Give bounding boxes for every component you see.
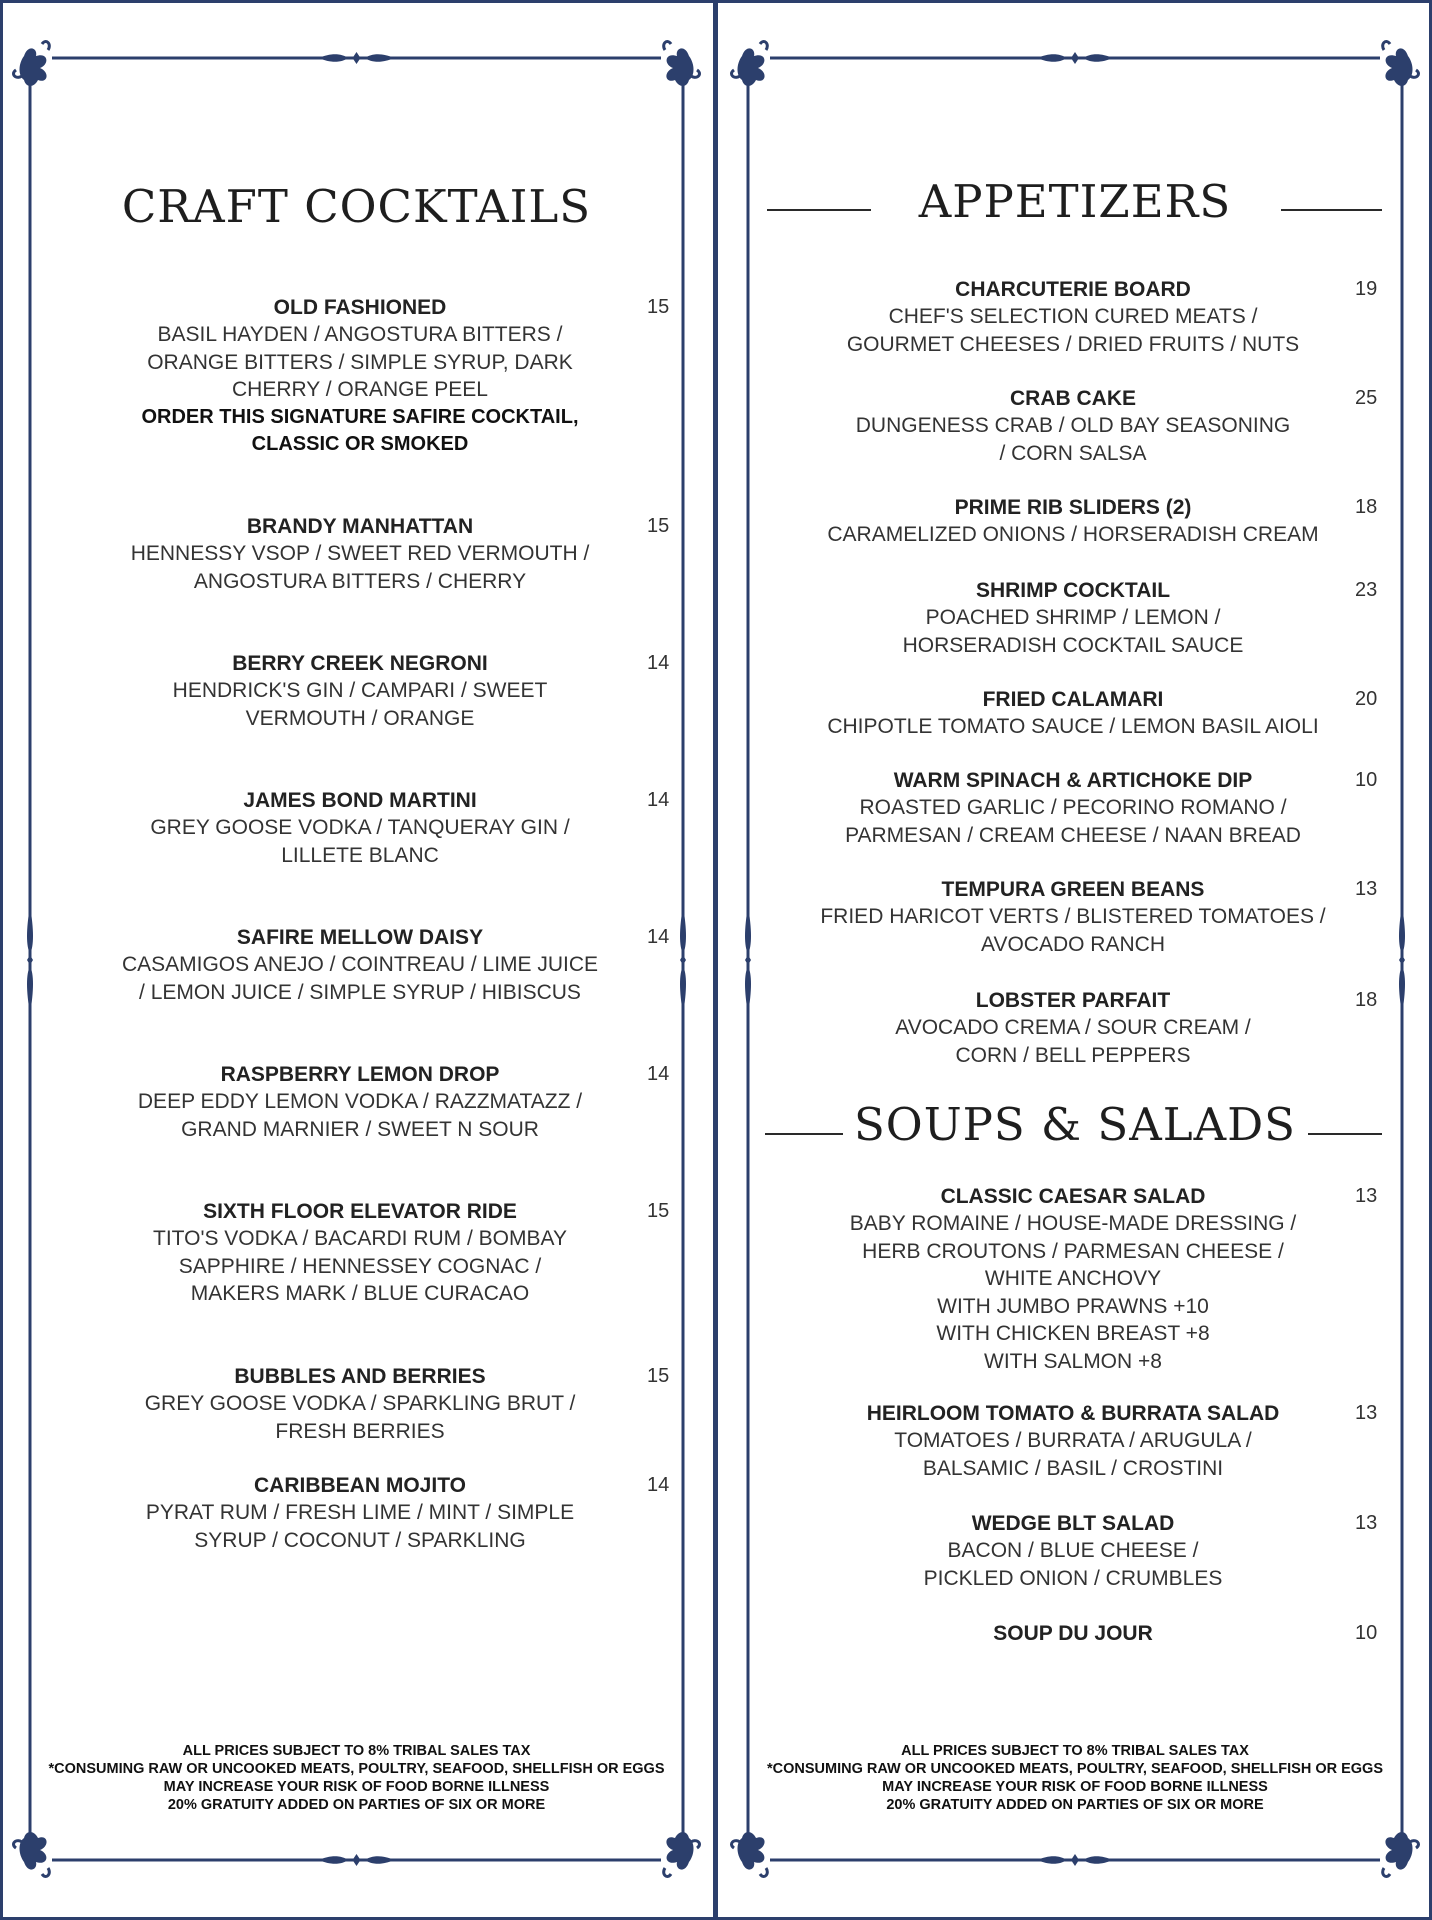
footer-line: ALL PRICES SUBJECT TO 8% TRIBAL SALES TAX	[901, 1743, 1249, 1759]
menu-item	[60, 294, 660, 459]
flourish-icon	[1037, 1854, 1113, 1866]
corner-ornament-icon	[14, 42, 50, 86]
item-description-line: FRIED HARICOT VERTS / BLISTERED TOMATOES /	[820, 905, 1326, 928]
footer-line: *CONSUMING RAW OR UNCOOKED MEATS, POULTRY, SEAFOOD, SHELLFISH OR EGGS	[766, 1761, 1383, 1777]
item-description-line: GREY GOOSE VODKA / TANQUERAY GIN /	[150, 816, 570, 839]
food-footer	[738, 1742, 1412, 1814]
item-description-line: CHIPOTLE TOMATO SAUCE / LEMON BASIL AIOLI	[827, 715, 1319, 738]
heading-rule-right	[1308, 1133, 1382, 1135]
item-description-line: BACON / BLUE CHEESE /	[947, 1539, 1199, 1562]
soups-salads-title: SOUPS & SALADS	[853, 1098, 1297, 1151]
item-description-line: CHERRY / ORANGE PEEL	[232, 378, 488, 401]
menu-item	[773, 987, 1373, 1069]
food-panel	[718, 0, 1432, 1920]
item-price: 14	[647, 1474, 670, 1496]
cocktails-footer	[20, 1742, 693, 1814]
item-name: WARM SPINACH & ARTICHOKE DIP	[893, 769, 1253, 792]
item-description-line: TOMATOES / BURRATA / ARUGULA /	[894, 1429, 1252, 1452]
item-description-line: / LEMON JUICE / SIMPLE SYRUP / HIBISCUS	[139, 980, 581, 1004]
item-description-line: CASAMIGOS ANEJO / COINTREAU / LIME JUICE	[121, 953, 599, 976]
item-description-line: GREY GOOSE VODKA / SPARKLING BRUT /	[144, 1392, 576, 1415]
item-price: 13	[1355, 1402, 1378, 1424]
footer-line: 20% GRATUITY ADDED ON PARTIES OF SIX OR MORE	[886, 1797, 1264, 1813]
item-description-line: ROASTED GARLIC / PECORINO ROMANO /	[859, 796, 1287, 819]
appetizers-title: APPETIZERS	[918, 175, 1232, 228]
item-name: SHRIMP COCKTAIL	[975, 579, 1171, 602]
item-price: 14	[647, 789, 670, 811]
item-description-line: FRESH BERRIES	[275, 1419, 445, 1443]
item-description-line: HENNESSY VSOP / SWEET RED VERMOUTH /	[130, 542, 590, 565]
menu-item	[60, 1061, 660, 1143]
item-description-line: WITH JUMBO PRAWNS +10	[937, 1294, 1209, 1318]
side-ornament-icon	[1399, 906, 1405, 1014]
heading-rule-right	[1281, 209, 1382, 211]
cocktails-panel	[0, 0, 713, 1920]
item-note-line: ORDER THIS SIGNATURE SAFIRE COCKTAIL,	[141, 405, 579, 428]
item-description-line: CARAMELIZED ONIONS / HORSERADISH CREAM	[827, 523, 1319, 546]
item-description-line: BASIL HAYDEN / ANGOSTURA BITTERS /	[157, 323, 563, 346]
menu-item	[60, 787, 660, 869]
item-description-line: PARMESAN / CREAM CHEESE / NAAN BREAD	[845, 823, 1301, 847]
menu-item	[773, 1510, 1373, 1592]
item-price: 18	[1355, 496, 1378, 518]
corner-ornament-icon	[1383, 42, 1419, 86]
menu-item	[773, 494, 1373, 549]
item-description-line: PYRAT RUM / FRESH LIME / MINT / SIMPLE	[145, 1501, 575, 1524]
corner-ornament-icon	[732, 1832, 768, 1876]
item-price: 15	[647, 1365, 670, 1387]
item-price: 15	[647, 296, 670, 318]
item-description-line: WITH CHICKEN BREAST +8	[936, 1322, 1210, 1345]
item-name: SAFIRE MELLOW DAISY	[236, 926, 484, 949]
item-description-line: GOURMET CHEESES / DRIED FRUITS / NUTS	[846, 332, 1300, 356]
item-name: CRAB CAKE	[1010, 387, 1136, 410]
item-description-line: TITO'S VODKA / BACARDI RUM / BOMBAY	[153, 1227, 567, 1250]
footer-line: 20% GRATUITY ADDED ON PARTIES OF SIX OR MORE	[167, 1797, 546, 1813]
item-name: OLD FASHIONED	[273, 296, 447, 319]
item-name: WEDGE BLT SALAD	[971, 1512, 1175, 1535]
item-description-line: DUNGENESS CRAB / OLD BAY SEASONING	[855, 414, 1291, 437]
menu-item	[60, 650, 660, 732]
item-description-line: DEEP EDDY LEMON VODKA / RAZZMATAZZ /	[137, 1090, 583, 1113]
menu-item	[60, 1472, 660, 1554]
item-description-line: MAKERS MARK / BLUE CURACAO	[190, 1282, 530, 1305]
corner-ornament-icon	[1383, 1832, 1419, 1876]
item-description-line: WITH SALMON +8	[984, 1349, 1162, 1373]
cocktails-title: CRAFT COCKTAILS	[121, 180, 592, 233]
item-name: CARIBBEAN MOJITO	[254, 1474, 466, 1497]
item-name: PRIME RIB SLIDERS (2)	[954, 496, 1192, 519]
item-name: TEMPURA GREEN BEANS	[941, 878, 1205, 901]
item-description-line: POACHED SHRIMP / LEMON /	[925, 606, 1221, 629]
item-description-line: CORN / BELL PEPPERS	[955, 1043, 1191, 1067]
item-description-line: BABY ROMAINE / HOUSE-MADE DRESSING /	[849, 1212, 1297, 1235]
item-name: JAMES BOND MARTINI	[243, 789, 477, 812]
item-price: 14	[647, 652, 670, 674]
item-description-line: LILLETE BLANC	[281, 843, 439, 867]
item-price: 20	[1355, 688, 1378, 710]
menu-item	[60, 924, 660, 1006]
item-price: 15	[647, 1200, 670, 1222]
item-description-line: / CORN SALSA	[999, 441, 1147, 465]
menu-item	[60, 1198, 660, 1308]
menu-item	[773, 276, 1373, 358]
item-description-line: ORANGE BITTERS / SIMPLE SYRUP, DARK	[147, 350, 573, 374]
item-price: 15	[647, 515, 670, 537]
menu-item	[773, 577, 1373, 659]
item-price: 13	[1355, 1185, 1378, 1207]
corner-ornament-icon	[732, 42, 768, 86]
footer-line: MAY INCREASE YOUR RISK OF FOOD BORNE ILLNESS	[163, 1779, 550, 1795]
item-name: LOBSTER PARFAIT	[975, 989, 1171, 1012]
item-description-line: HORSERADISH COCKTAIL SAUCE	[902, 633, 1244, 657]
corner-ornament-icon	[664, 42, 700, 86]
item-note-line: CLASSIC OR SMOKED	[251, 433, 469, 455]
menu-item	[773, 1620, 1373, 1647]
corner-ornament-icon	[664, 1832, 700, 1876]
item-price: 14	[647, 926, 670, 948]
menu-item	[773, 1400, 1373, 1482]
menu-item	[773, 767, 1373, 849]
side-ornament-icon	[680, 906, 686, 1014]
item-description-line: AVOCADO RANCH	[981, 932, 1165, 956]
item-description-line: GRAND MARNIER / SWEET N SOUR	[181, 1117, 539, 1141]
menu-item	[773, 686, 1373, 741]
item-description-line: PICKLED ONION / CRUMBLES	[923, 1566, 1223, 1590]
item-price: 13	[1355, 1512, 1378, 1534]
flourish-icon	[319, 52, 395, 64]
item-description-line: CHEF'S SELECTION CURED MEATS /	[888, 305, 1258, 328]
item-name: BERRY CREEK NEGRONI	[232, 652, 488, 675]
item-description-line: WHITE ANCHOVY	[984, 1267, 1162, 1290]
item-price: 18	[1355, 989, 1378, 1011]
menu-item	[773, 1183, 1373, 1375]
menu-item	[60, 1363, 660, 1445]
item-price: 25	[1355, 387, 1378, 409]
item-name: BUBBLES AND BERRIES	[234, 1365, 486, 1388]
footer-line: MAY INCREASE YOUR RISK OF FOOD BORNE ILLNESS	[882, 1779, 1268, 1795]
item-description-line: SAPPHIRE / HENNESSEY COGNAC /	[178, 1254, 542, 1278]
menu-item	[773, 385, 1373, 467]
item-description-line: SYRUP / COCONUT / SPARKLING	[194, 1528, 526, 1552]
item-price: 10	[1355, 1622, 1378, 1644]
menu-item	[60, 513, 660, 595]
item-name: CLASSIC CAESAR SALAD	[940, 1185, 1206, 1208]
item-description-line: HENDRICK'S GIN / CAMPARI / SWEET	[172, 679, 548, 702]
item-description-line: BALSAMIC / BASIL / CROSTINI	[922, 1456, 1224, 1480]
item-price: 19	[1355, 278, 1378, 300]
item-name: BRANDY MANHATTAN	[246, 515, 474, 538]
item-price: 23	[1355, 579, 1378, 601]
side-ornament-icon	[745, 906, 751, 1014]
item-description-line: AVOCADO CREMA / SOUR CREAM /	[895, 1016, 1251, 1039]
item-name: RASPBERRY LEMON DROP	[220, 1063, 500, 1086]
side-ornament-icon	[27, 906, 33, 1014]
item-name: FRIED CALAMARI	[982, 688, 1164, 711]
item-name: CHARCUTERIE BOARD	[955, 278, 1191, 301]
item-name: SIXTH FLOOR ELEVATOR RIDE	[203, 1200, 517, 1223]
item-description-line: HERB CROUTONS / PARMESAN CHEESE /	[862, 1239, 1284, 1263]
item-price: 10	[1355, 769, 1378, 791]
menu-item	[773, 876, 1373, 958]
item-name: HEIRLOOM TOMATO & BURRATA SALAD	[866, 1402, 1280, 1425]
item-name: SOUP DU JOUR	[993, 1622, 1153, 1645]
item-price: 14	[647, 1063, 670, 1085]
item-price: 13	[1355, 878, 1378, 900]
item-description-line: ANGOSTURA BITTERS / CHERRY	[193, 569, 527, 593]
flourish-icon	[319, 1854, 395, 1866]
footer-line: *CONSUMING RAW OR UNCOOKED MEATS, POULTRY, SEAFOOD, SHELLFISH OR EGGS	[48, 1761, 665, 1777]
corner-ornament-icon	[14, 1832, 50, 1876]
flourish-icon	[1037, 52, 1113, 64]
footer-line: ALL PRICES SUBJECT TO 8% TRIBAL SALES TAX	[182, 1743, 531, 1759]
item-description-line: VERMOUTH / ORANGE	[245, 706, 475, 730]
